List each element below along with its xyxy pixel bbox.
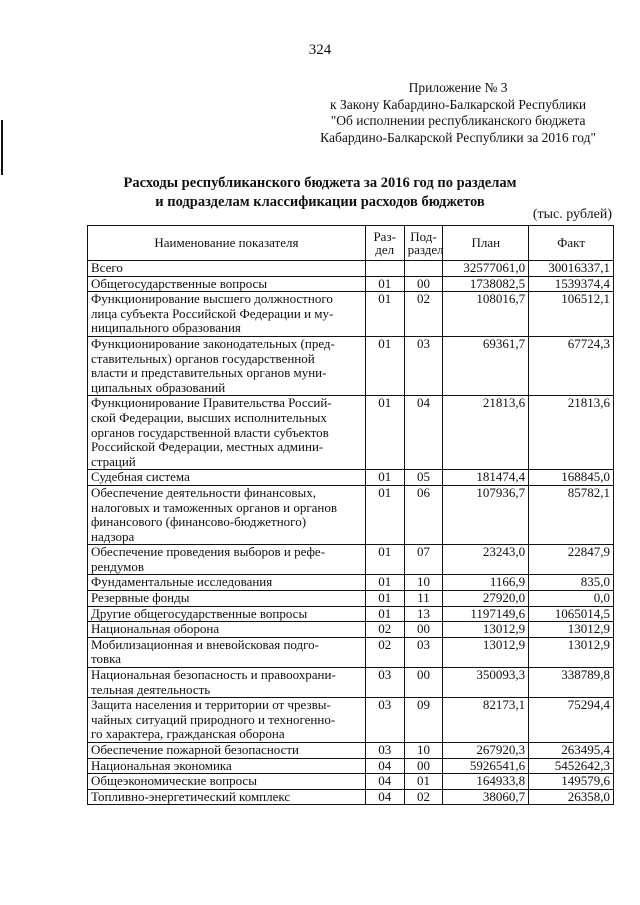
row-fact: 338789,8 (529, 668, 614, 698)
row-name: Общеэкономические вопросы (88, 774, 366, 790)
row-name: Обеспечение пожарной безопасности (88, 743, 366, 759)
row-subsection: 04 (404, 396, 443, 470)
row-plan: 38060,7 (443, 789, 529, 805)
row-subsection: 02 (404, 292, 443, 337)
appendix-line: "Об исполнении республиканского бюджета (330, 113, 586, 128)
row-section: 01 (365, 276, 404, 292)
row-name: Топливно-энергетический комплекс (88, 789, 366, 805)
row-fact: 13012,9 (529, 622, 614, 638)
row-plan: 107936,7 (443, 485, 529, 544)
table-row (88, 758, 614, 774)
row-fact: 26358,0 (529, 789, 614, 805)
table-row (88, 774, 614, 790)
row-section: 01 (365, 470, 404, 486)
row-section: 02 (365, 637, 404, 667)
row-name: Защита населения и территории от чрезвы- чайных ситуаций природного и техногенно- го характера, гражданская оборона (88, 698, 366, 743)
table-row (88, 575, 614, 591)
table-row (88, 292, 614, 337)
table-row (88, 698, 614, 743)
header-fact: Факт (529, 226, 614, 261)
row-name: Обеспечение деятельности финансовых, налоговых и таможенных органов и органов финансового (финансово-бюджетного) надзора (88, 485, 366, 544)
table-row (88, 261, 614, 277)
row-fact: 149579,6 (529, 774, 614, 790)
row-name: Мобилизационная и вневойсковая подго- товка (88, 637, 366, 667)
table-row (88, 668, 614, 698)
row-section: 04 (365, 774, 404, 790)
margin-mark (1, 120, 3, 175)
row-section: 01 (365, 545, 404, 575)
row-name: Национальная оборона (88, 622, 366, 638)
row-name: Судебная система (88, 470, 366, 486)
row-plan: 181474,4 (443, 470, 529, 486)
units-label: (тыс. рублей) (532, 207, 612, 222)
header-subsection-text: Под- раздел (407, 229, 444, 257)
row-name: Национальная экономика (88, 758, 366, 774)
row-plan: 82173,1 (443, 698, 529, 743)
row-fact: 0,0 (529, 591, 614, 607)
row-section: 01 (365, 336, 404, 395)
row-section: 01 (365, 396, 404, 470)
row-name: Другие общегосударственные вопросы (88, 606, 366, 622)
row-subsection: 03 (404, 336, 443, 395)
table-row (88, 789, 614, 805)
row-subsection: 00 (404, 668, 443, 698)
row-section: 02 (365, 622, 404, 638)
header-section (365, 226, 404, 261)
table-row (88, 591, 614, 607)
row-fact: 13012,9 (529, 637, 614, 667)
table-body (88, 261, 614, 805)
row-plan: 164933,8 (443, 774, 529, 790)
title-line: и подразделам классификации расходов бюджетов (155, 194, 485, 210)
row-fact: 67724,3 (529, 336, 614, 395)
row-plan: 13012,9 (443, 622, 529, 638)
table-row (88, 470, 614, 486)
row-subsection: 05 (404, 470, 443, 486)
row-fact: 75294,4 (529, 698, 614, 743)
row-section: 03 (365, 668, 404, 698)
row-plan: 27920,0 (443, 591, 529, 607)
row-section: 04 (365, 758, 404, 774)
row-subsection: 06 (404, 485, 443, 544)
row-plan: 1738082,5 (443, 276, 529, 292)
row-subsection: 13 (404, 606, 443, 622)
appendix-line: к Закону Кабардино-Балкарской Республики (330, 96, 587, 112)
row-section: 01 (365, 575, 404, 591)
row-plan: 1197149,6 (443, 606, 529, 622)
row-fact: 263495,4 (529, 743, 614, 759)
row-subsection: 00 (404, 622, 443, 638)
row-subsection: 07 (404, 545, 443, 575)
row-section: 01 (365, 485, 404, 544)
row-name: Фундаментальные исследования (88, 575, 366, 591)
row-subsection: 11 (404, 591, 443, 607)
row-section (365, 261, 404, 277)
row-plan: 21813,6 (443, 396, 529, 470)
row-fact: 5452642,3 (529, 758, 614, 774)
header-plan: План (443, 226, 529, 261)
row-subsection: 01 (404, 774, 443, 790)
row-plan: 23243,0 (443, 545, 529, 575)
row-subsection: 02 (404, 789, 443, 805)
row-name: Обеспечение проведения выборов и рефе- рендумов (88, 545, 366, 575)
table-row (88, 743, 614, 759)
row-section: 04 (365, 789, 404, 805)
row-section: 01 (365, 591, 404, 607)
table-row (88, 606, 614, 622)
row-name: Всего (88, 261, 366, 277)
row-plan: 350093,3 (443, 668, 529, 698)
row-name: Резервные фонды (88, 591, 366, 607)
row-name: Общегосударственные вопросы (88, 276, 366, 292)
appendix-block (320, 80, 596, 146)
row-plan: 1166,9 (443, 575, 529, 591)
table-row (88, 336, 614, 395)
row-fact: 1065014,5 (529, 606, 614, 622)
row-plan: 13012,9 (443, 637, 529, 667)
row-section: 03 (365, 698, 404, 743)
row-fact: 168845,0 (529, 470, 614, 486)
row-section: 01 (365, 606, 404, 622)
row-fact: 85782,1 (529, 485, 614, 544)
row-section: 01 (365, 292, 404, 337)
appendix-line: Приложение № 3 (408, 80, 508, 95)
row-fact: 1539374,4 (529, 276, 614, 292)
row-subsection: 00 (404, 758, 443, 774)
row-plan: 32577061,0 (443, 261, 529, 277)
row-fact: 22847,9 (529, 545, 614, 575)
table-row (88, 637, 614, 667)
row-name: Функционирование законодательных (пред- ставительных) органов государственной власти и представительных органов муни- ципальных образований (88, 336, 366, 395)
page-number: 324 (308, 42, 332, 58)
row-section: 03 (365, 743, 404, 759)
row-fact: 30016337,1 (529, 261, 614, 277)
row-subsection: 09 (404, 698, 443, 743)
table-row (88, 485, 614, 544)
header-name: Наименование показателя (88, 226, 366, 261)
row-subsection (404, 261, 443, 277)
table-row (88, 276, 614, 292)
header-subsection (404, 226, 443, 261)
table-row (88, 622, 614, 638)
row-name: Функционирование Правительства Россий- ской Федерации, высших исполнительных органов государственной власти субъектов Российской Федерации, местных админи- страций (88, 396, 366, 470)
row-subsection: 00 (404, 276, 443, 292)
table-header-row (88, 226, 614, 261)
expenditure-table (87, 225, 614, 805)
header-section-text: Раз- дел (373, 229, 396, 257)
row-name: Национальная безопасность и правоохрани- тельная деятельность (88, 668, 366, 698)
row-subsection: 10 (404, 743, 443, 759)
title-line: Расходы республиканского бюджета за 2016 год по разделам (123, 175, 517, 191)
table-row (88, 545, 614, 575)
table-row (88, 396, 614, 470)
row-subsection: 03 (404, 637, 443, 667)
row-plan: 69361,7 (443, 336, 529, 395)
row-plan: 267920,3 (443, 743, 529, 759)
row-fact: 106512,1 (529, 292, 614, 337)
row-plan: 5926541,6 (443, 758, 529, 774)
row-plan: 108016,7 (443, 292, 529, 337)
row-fact: 21813,6 (529, 396, 614, 470)
row-name: Функционирование высшего должностного лица субъекта Российской Федерации и му- ниципального образования (88, 292, 366, 337)
appendix-line: Кабардино-Балкарской Республики за 2016 год" (320, 129, 596, 145)
row-subsection: 10 (404, 575, 443, 591)
row-fact: 835,0 (529, 575, 614, 591)
